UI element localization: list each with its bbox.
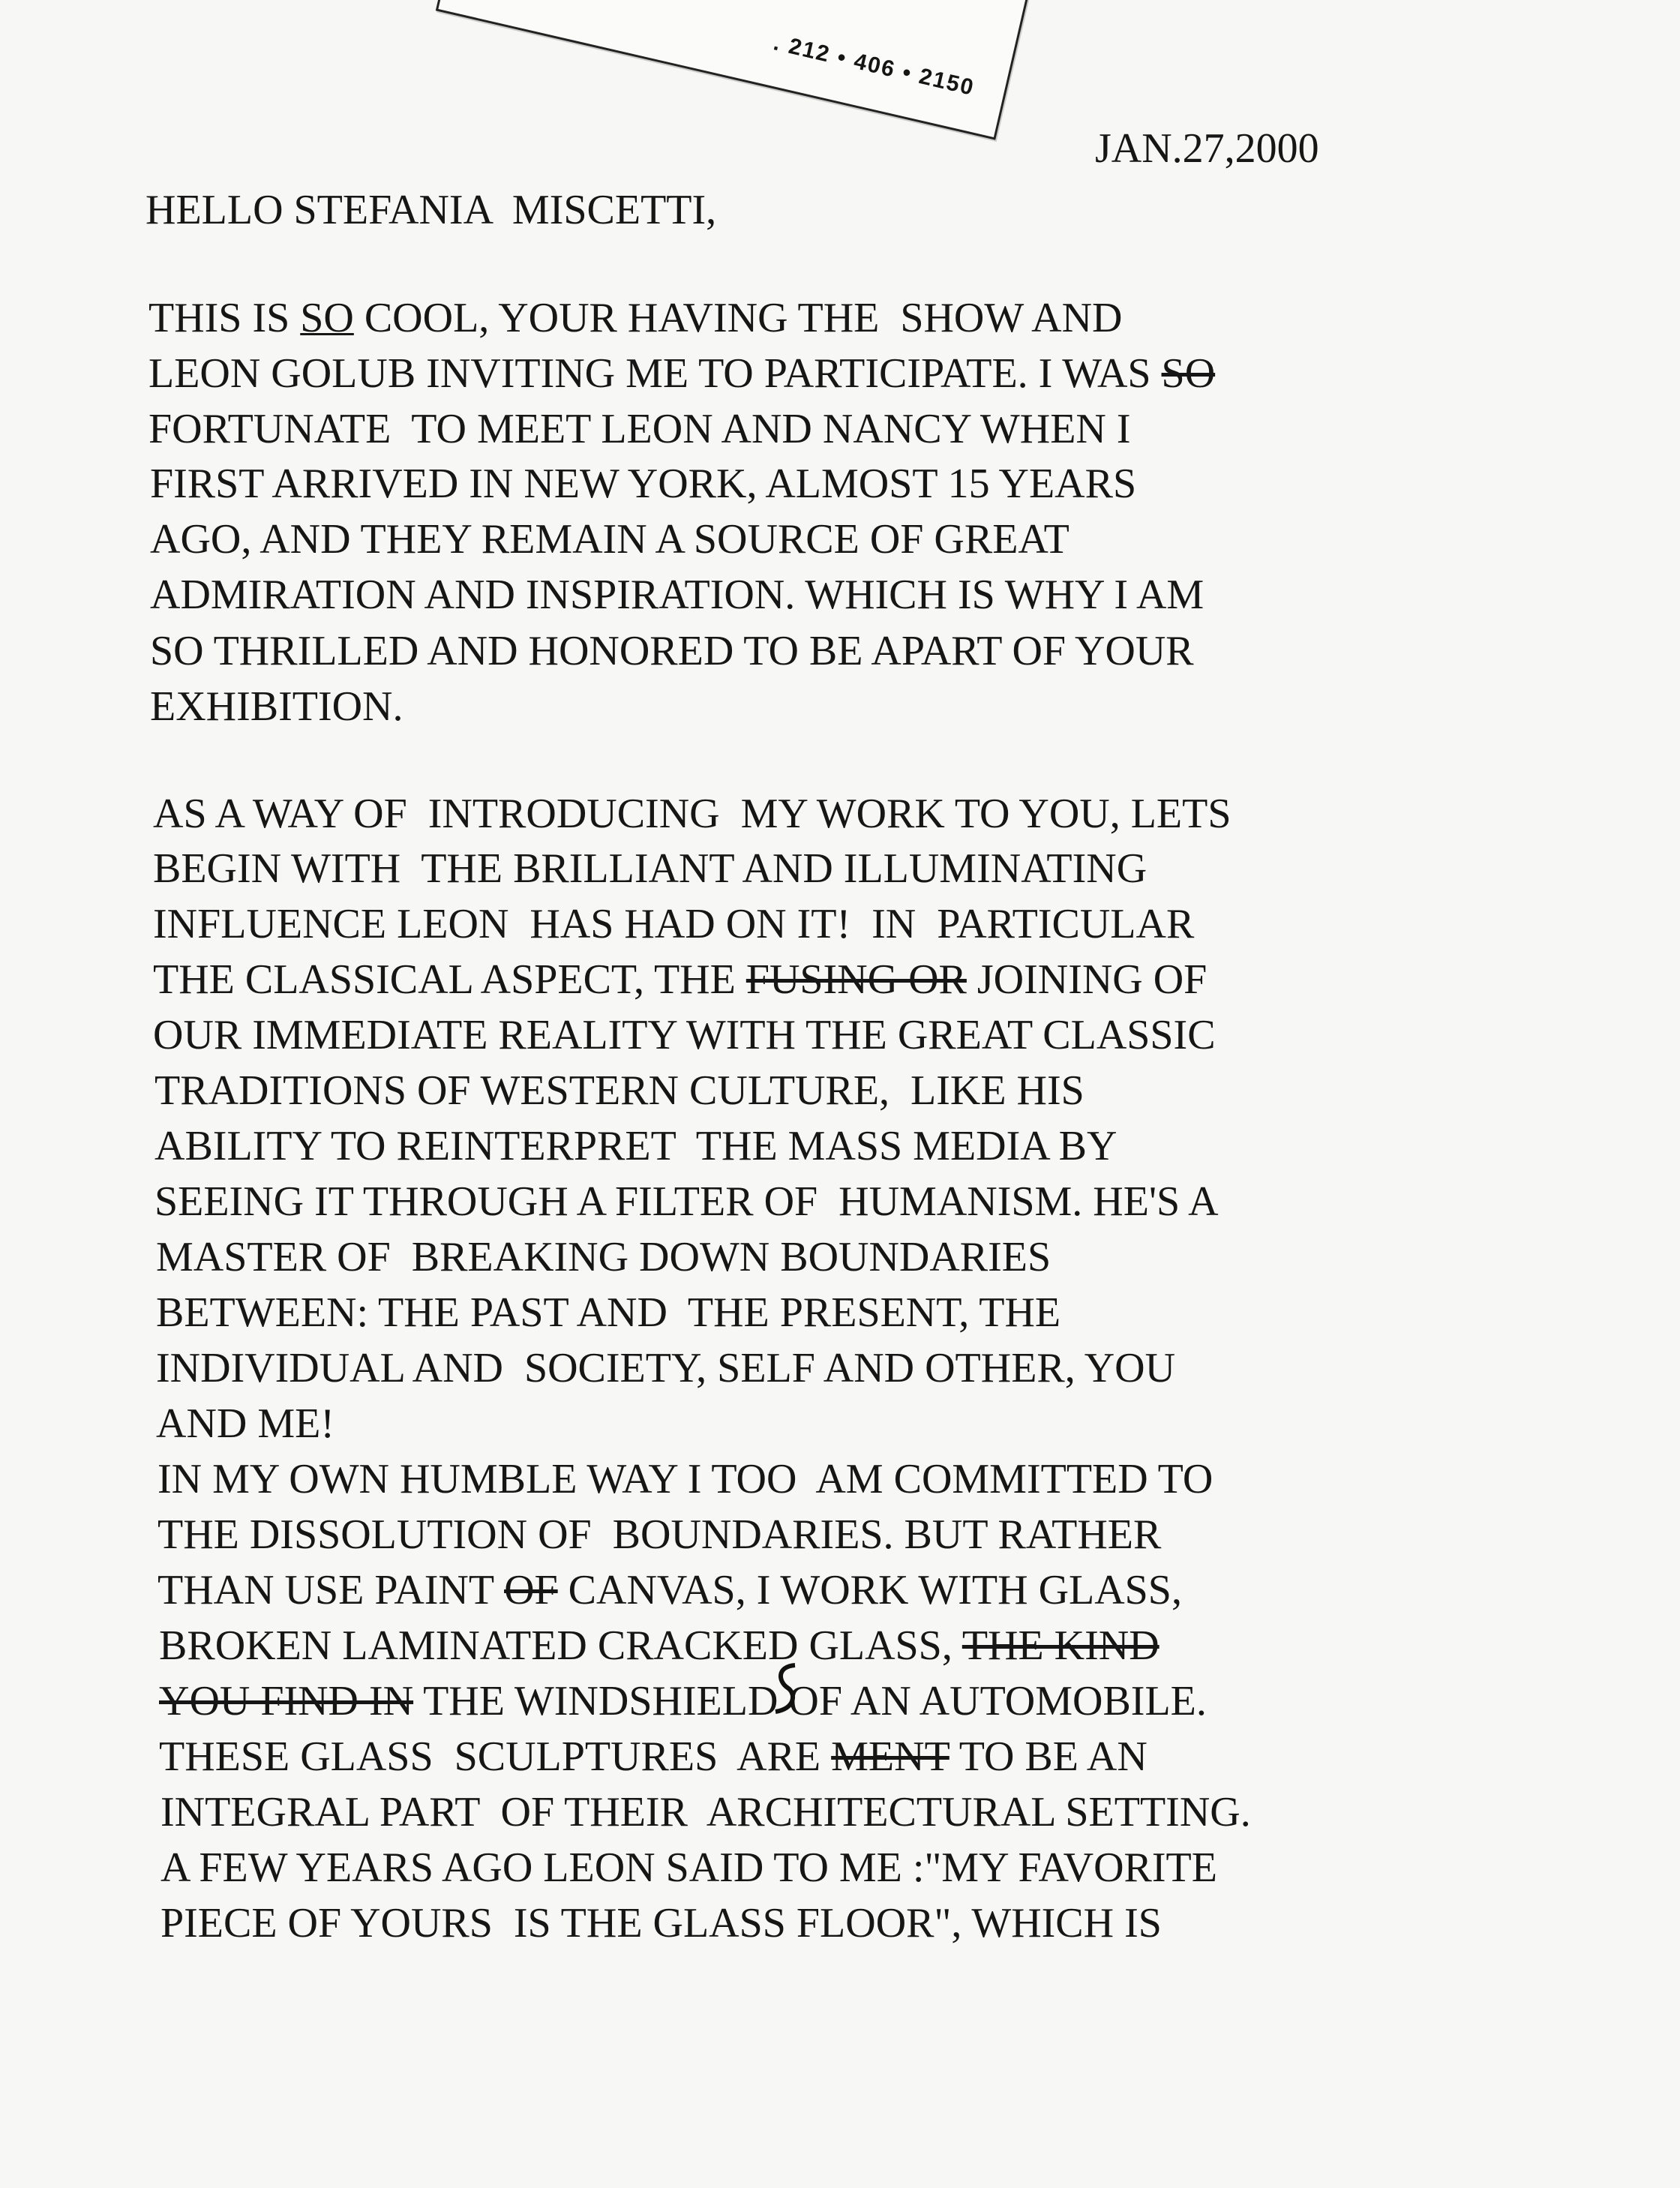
greeting: HELLO STEFANIA MISCETTI, bbox=[146, 187, 717, 233]
p2-line-12: AND ME! bbox=[156, 1400, 334, 1447]
p2-line-8: SEEING IT THROUGH A FILTER OF HUMANISM. HE'S A bbox=[154, 1178, 1219, 1225]
p2-line-9: MASTER OF BREAKING DOWN BOUNDARIES bbox=[156, 1234, 1052, 1280]
p3-line-6: THESE GLASS SCULPTURES ARE MENT TO BE AN bbox=[159, 1733, 1148, 1780]
handwritten-s-mark bbox=[765, 1659, 810, 1719]
p3-line-4: BROKEN LAMINATED CRACKED GLASS, THE KIND bbox=[159, 1622, 1160, 1669]
struck-text: THE KIND bbox=[962, 1622, 1160, 1669]
p3-line-9: PIECE OF YOURS IS THE GLASS FLOOR", WHICH IS bbox=[160, 1900, 1162, 1946]
struck-text: FUSING OR bbox=[746, 956, 967, 1003]
letter-date: JAN.27,2000 bbox=[1095, 125, 1319, 172]
p2-line-4: THE CLASSICAL ASPECT, THE FUSING OR JOINING OF bbox=[153, 956, 1208, 1003]
card-phone-number: . 212 • 406 • 2150 bbox=[771, 30, 977, 101]
p3-line-2: THE DISSOLUTION OF BOUNDARIES. BUT RATHER bbox=[158, 1511, 1162, 1558]
p3-line-8: A FEW YEARS AGO LEON SAID TO ME :"MY FAVORITE bbox=[160, 1844, 1217, 1891]
p1-line-7: SO THRILLED AND HONORED TO BE APART OF YOUR bbox=[150, 628, 1194, 674]
p1-line-2: LEON GOLUB INVITING ME TO PARTICIPATE. I WAS SO bbox=[148, 350, 1216, 397]
p3-line-5: YOU FIND IN THE WINDSHIELD OF AN AUTOMOBILE. bbox=[159, 1678, 1207, 1724]
p2-line-11: INDIVIDUAL AND SOCIETY, SELF AND OTHER, YOU bbox=[156, 1345, 1176, 1391]
p3-line-7: INTEGRAL PART OF THEIR ARCHITECTURAL SETTING. bbox=[160, 1789, 1251, 1835]
p2-line-3: INFLUENCE LEON HAS HAD ON IT! IN PARTICULAR bbox=[153, 901, 1195, 947]
p1-line-3: FORTUNATE TO MEET LEON AND NANCY WHEN I bbox=[148, 406, 1131, 452]
p3-line-3: THAN USE PAINT OF CANVAS, I WORK WITH GLASS, bbox=[158, 1567, 1182, 1613]
struck-text: SO bbox=[1161, 350, 1216, 397]
business-card bbox=[436, 0, 1069, 140]
struck-text: YOU FIND IN bbox=[159, 1678, 414, 1724]
struck-text: MENT bbox=[831, 1733, 950, 1780]
p2-line-1: AS A WAY OF INTRODUCING MY WORK TO YOU, LETS bbox=[153, 791, 1232, 837]
p2-line-6: TRADITIONS OF WESTERN CULTURE, LIKE HIS bbox=[154, 1067, 1084, 1114]
p2-line-2: BEGIN WITH THE BRILLIANT AND ILLUMINATING bbox=[153, 845, 1148, 892]
p1-line-8: EXHIBITION. bbox=[150, 683, 404, 730]
p2-line-7: ABILITY TO REINTERPRET THE MASS MEDIA BY bbox=[154, 1123, 1118, 1169]
p1-line-4: FIRST ARRIVED IN NEW YORK, ALMOST 15 YEARS bbox=[150, 461, 1137, 507]
p2-line-10: BETWEEN: THE PAST AND THE PRESENT, THE bbox=[156, 1289, 1061, 1336]
p2-line-5: OUR IMMEDIATE REALITY WITH THE GREAT CLASSIC bbox=[153, 1012, 1216, 1058]
struck-text: OF bbox=[504, 1567, 558, 1613]
p1-line-5: AGO, AND THEY REMAIN A SOURCE OF GREAT bbox=[150, 516, 1070, 563]
p1-line-6: ADMIRATION AND INSPIRATION. WHICH IS WHY I AM bbox=[150, 572, 1204, 618]
p1-line-1: THIS IS SO COOL, YOUR HAVING THE SHOW AND bbox=[148, 295, 1123, 341]
p3-line-1: IN MY OWN HUMBLE WAY I TOO AM COMMITTED TO bbox=[158, 1456, 1214, 1502]
